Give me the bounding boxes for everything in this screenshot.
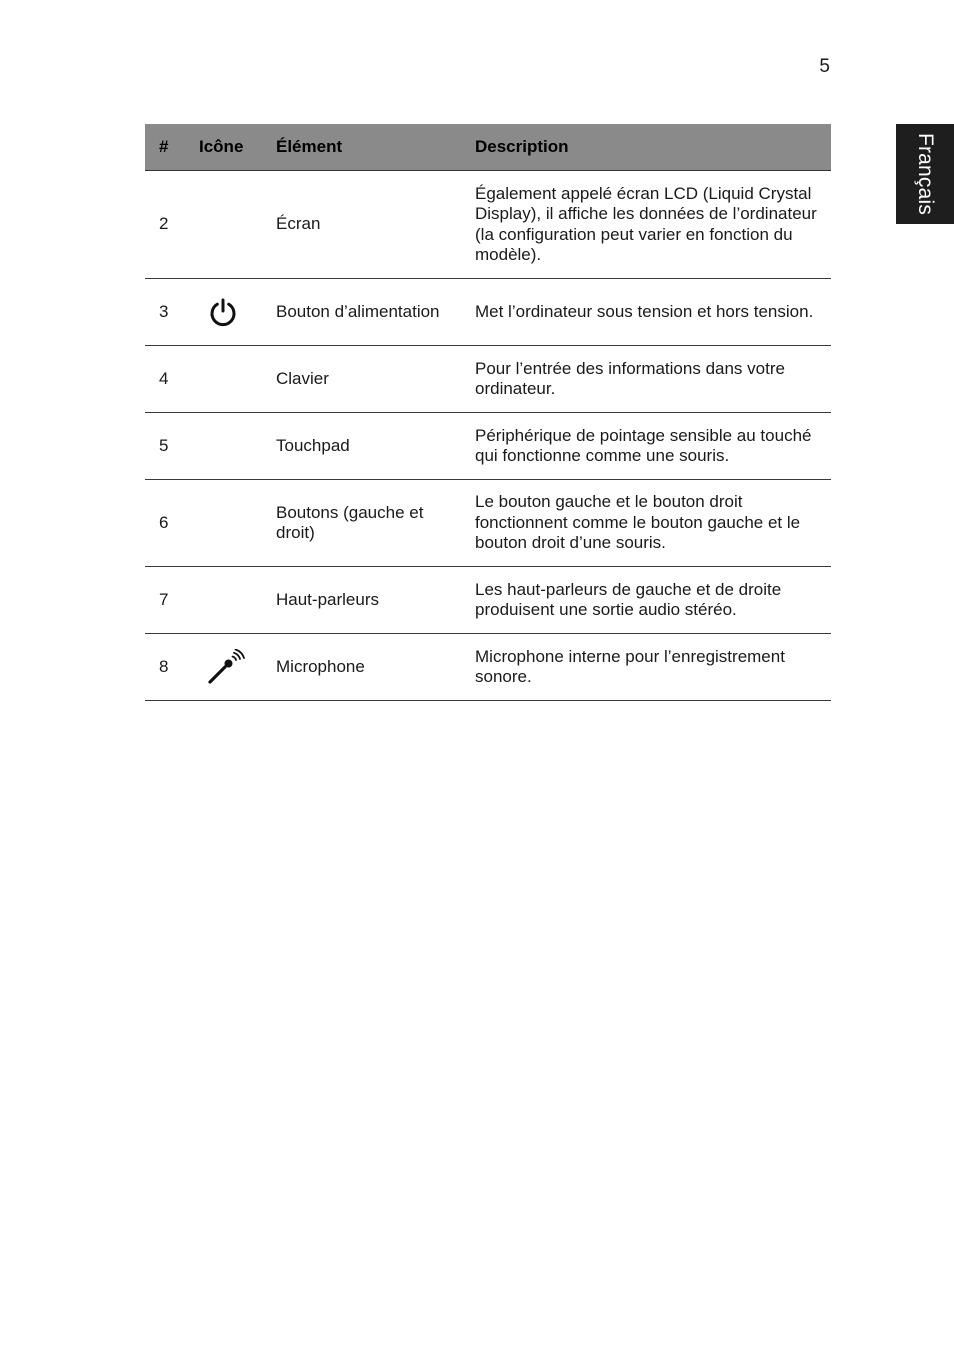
- microphone-icon: [207, 649, 247, 685]
- row-description: Microphone interne pour l’enregistrement sonore.: [475, 634, 831, 701]
- component-table: [145, 124, 831, 701]
- row-num: 2: [145, 171, 199, 279]
- row-element: Clavier: [276, 346, 475, 413]
- row-element: Boutons (gauche et droit): [276, 480, 475, 567]
- header-icon: Icône: [199, 124, 276, 171]
- row-num: 8: [145, 634, 199, 701]
- table-row: [145, 279, 831, 346]
- table-row: [145, 634, 831, 701]
- row-num: 3: [145, 279, 199, 346]
- row-description: Également appelé écran LCD (Liquid Crystal Display), il affiche les données de l’ordinateur (la configuration peut varier en fonction du modèle).: [475, 171, 831, 279]
- row-icon-cell: [199, 567, 276, 634]
- row-num: 4: [145, 346, 199, 413]
- table-header-row: [145, 124, 831, 171]
- row-num: 6: [145, 480, 199, 567]
- row-icon-cell: [199, 279, 276, 346]
- row-icon-cell: [199, 346, 276, 413]
- row-description: Pour l’entrée des informations dans votre ordinateur.: [475, 346, 831, 413]
- row-description: Le bouton gauche et le bouton droit fonctionnent comme le bouton gauche et le bouton droit d’une souris.: [475, 480, 831, 567]
- row-icon-cell: [199, 171, 276, 279]
- row-num: 7: [145, 567, 199, 634]
- header-num: #: [145, 124, 199, 171]
- table-row: [145, 413, 831, 480]
- language-tab-label: Français: [914, 132, 937, 216]
- row-icon-cell: [199, 480, 276, 567]
- row-description: Met l’ordinateur sous tension et hors tension.: [475, 279, 831, 346]
- row-element: Bouton d’alimentation: [276, 279, 475, 346]
- row-description: Périphérique de pointage sensible au touché qui fonctionne comme une souris.: [475, 413, 831, 480]
- row-icon-cell: [199, 413, 276, 480]
- header-element: Élément: [276, 124, 475, 171]
- language-tab: [896, 124, 954, 224]
- row-icon-cell: [199, 634, 276, 701]
- row-description: Les haut-parleurs de gauche et de droite produisent une sortie audio stéréo.: [475, 567, 831, 634]
- table-row: [145, 171, 831, 279]
- power-icon: [207, 296, 239, 328]
- table-row: [145, 346, 831, 413]
- table-row: [145, 480, 831, 567]
- row-element: Haut-parleurs: [276, 567, 475, 634]
- page-number: 5: [819, 56, 830, 77]
- row-element: Écran: [276, 171, 475, 279]
- row-element: Microphone: [276, 634, 475, 701]
- header-description: Description: [475, 124, 831, 171]
- row-num: 5: [145, 413, 199, 480]
- row-element: Touchpad: [276, 413, 475, 480]
- table-row: [145, 567, 831, 634]
